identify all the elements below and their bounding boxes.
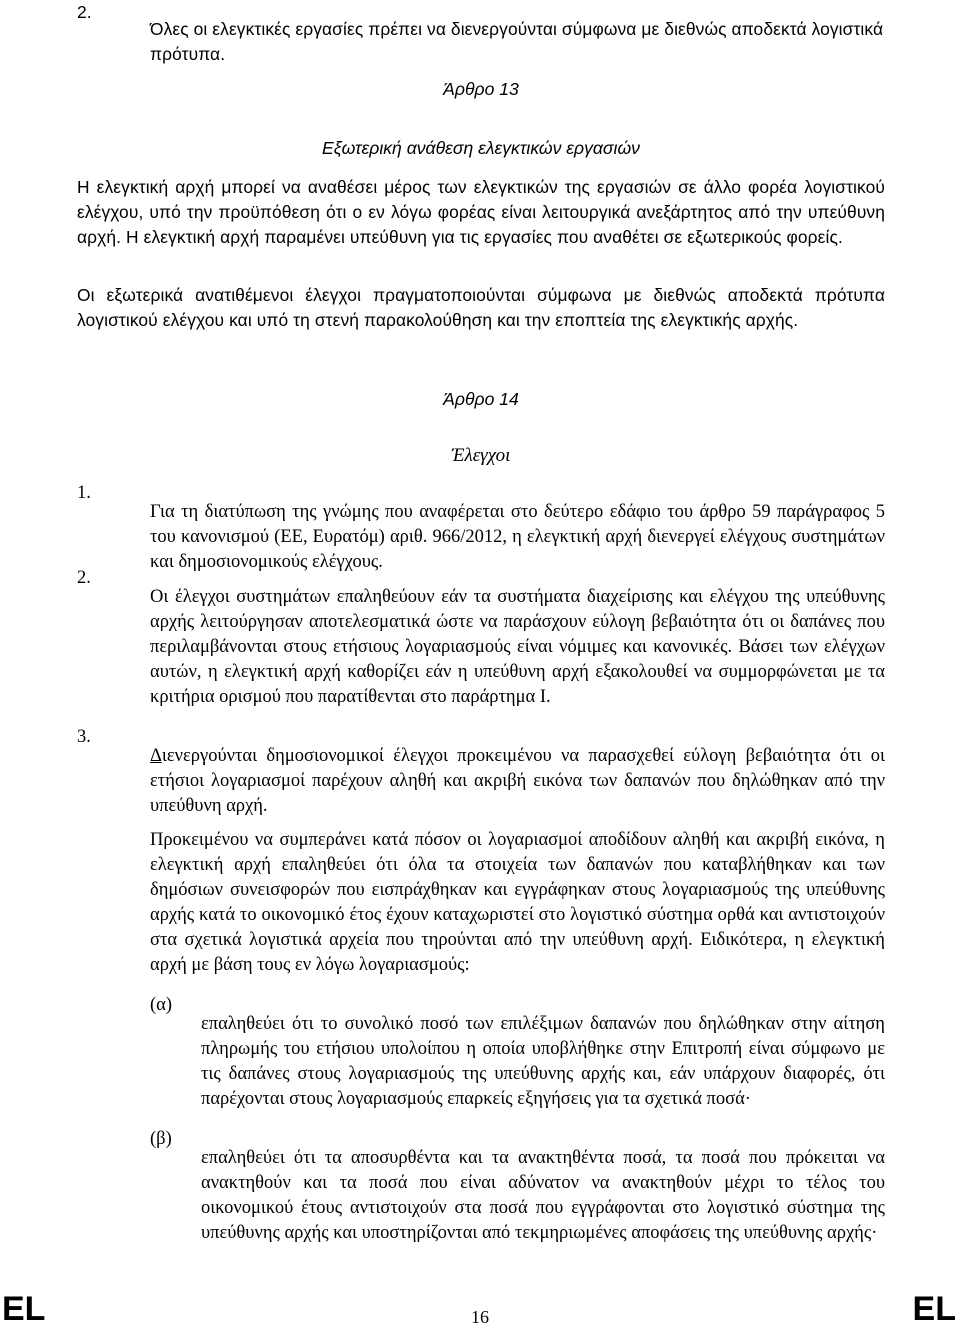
item-1-number: 1.: [77, 483, 91, 503]
item-3-first-letter: Δ: [150, 745, 162, 766]
top-item-text: Όλες οι ελεγκτικές εργασίες πρέπει να διενεργούνται σύμφωνα με διεθνώς αποδεκτά λογιστικά πρότυπα.: [150, 19, 884, 65]
item-2-text: Οι έλεγχοι συστημάτων επαληθεύουν εάν τα συστήματα διαχείρισης και ελέγχου της υπεύθυνης αρχής λειτούργησαν αποτελεσματικά ώστε να παράσχουν εύλογη βεβαιότητα ότι οι δαπάνες που περιλαμβάνονται στους ετήσιους λογαριασμούς είναι νόμιμες και κανονικές. Βάσει των ελέγχων αυτών, η ελεγκτική αρχή καθορίζει εάν η υπεύθυνη αρχή εξακολουθεί να συμμορφώνεται με τα κριτήρια ορισμού που παρατίθενται στο παράρτημα I.: [150, 586, 885, 707]
article-13-subtitle: Εξωτερική ανάθεση ελεγκτικών εργασιών: [322, 138, 640, 158]
article-13-paragraph-2: Οι εξωτερικά ανατιθέμενοι έλεγχοι πραγματοποιούνται σύμφωνα με διεθνώς αποδεκτά πρότυπα λογιστικού ελέγχου και υπό τη στενή παρακολούθηση και την εποπτεία της ελεγκτικής αρχής.: [77, 285, 885, 330]
article-14-heading: Άρθρο 14: [443, 389, 519, 409]
item-3-text-rest: ιενεργούνται δημοσιονομικοί έλεγχοι προκειμένου να παρασχεθεί εύλογη βεβαιότητα ότι οι ετήσιοι λογαριασμοί παρέχουν αληθή και ακριβή εικόνα των δαπανών που δηλώθηκαν από την υπεύθυνη αρχή.: [150, 745, 885, 816]
item-1-text: Για τη διατύπωση της γνώμης που αναφέρεται στο δεύτερο εδάφιο του άρθρο 59 παράγραφος 5 του κανονισμού (ΕΕ, Ευρατόμ) αριθ. 966/2012, η ελεγκτική αρχή διενεργεί ελέγχους συστημάτων και δημοσιονομικούς ελέγχους.: [150, 501, 885, 572]
item-2-number: 2.: [77, 568, 91, 588]
footer-language-right: EL: [912, 1290, 956, 1328]
top-item-number: 2.: [77, 2, 92, 22]
item-3-number: 3.: [77, 727, 91, 747]
subitem-beta-label: (β): [150, 1129, 172, 1149]
item-3-paragraph-2: Προκειμένου να συμπεράνει κατά πόσον οι λογαριασμοί αποδίδουν αληθή και ακριβή εικόνα, η ελεγκτική αρχή επαληθεύει ότι όλα τα στοιχεία των δαπανών που καταβλήθηκαν και των δημόσιων συνεισφορών που εισπράχθηκαν και εγγράφηκαν στους λογαριασμούς της υπεύθυνης αρχής κατά το οικονομικό έτος έχουν καταχωριστεί στο λογιστικό σύστημα ορθά και αντιστοιχούν στα σχετικά λογιστικά αρχεία που τηρούνται από την υπεύθυνη αρχή. Ειδικότερα, η ελεγκτική αρχή με βάση τους εν λόγω λογαριασμούς:: [150, 829, 885, 975]
subitem-beta-text: επαληθεύει ότι τα αποσυρθέντα και τα ανακτηθέντα ποσά, τα ποσά που πρόκειται να ανακτηθούν και τα ποσά που είναι αδύνατον να ανακτηθούν μέχρι το τέλος του οικονομικού έτους αντιστοιχούν στα ποσά που εγγράφονται στο λογιστικό σύστημα της υπεύθυνης αρχής και υποστηρίζονται από τεκμηριωμένες αποφάσεις της υπεύθυνης αρχής·: [201, 1147, 885, 1243]
footer-page-number: 16: [471, 1307, 489, 1327]
article-13-heading: Άρθρο 13: [443, 79, 519, 99]
subitem-alpha-label: (α): [150, 995, 173, 1015]
subitem-alpha-text: επαληθεύει ότι το συνολικό ποσό των επιλέξιμων δαπανών που δηλώθηκαν στην αίτηση πληρωμής του ετήσιου υπολοίπου η οποία υποβλήθηκε στην Επιτροπή είναι σύμφωνο με τις δαπάνες στους λογαριασμούς της υπεύθυνης αρχής και, εάν υπάρχουν διαφορές, ότι παρέχονται στους λογαριασμούς επαρκείς εξηγήσεις για τα σχετικά ποσά·: [201, 1013, 885, 1109]
article-13-paragraph-1: Η ελεγκτική αρχή μπορεί να αναθέσει μέρος των ελεγκτικών της εργασιών σε άλλο φορέα λογιστικού ελέγχου, υπό την προϋπόθεση ότι ο εν λόγω φορέας είναι λειτουργικά ανεξάρτητος από την υπεύθυνη αρχή. Η ελεγκτική αρχή παραμένει υπεύθυνη για τις εργασίες που αναθέτει σε εξωτερικούς φορείς.: [77, 177, 885, 247]
article-14-subtitle: Έλεγχοι: [451, 445, 511, 466]
item-3-text: [150, 744, 885, 819]
footer-language-left: EL: [2, 1290, 46, 1328]
